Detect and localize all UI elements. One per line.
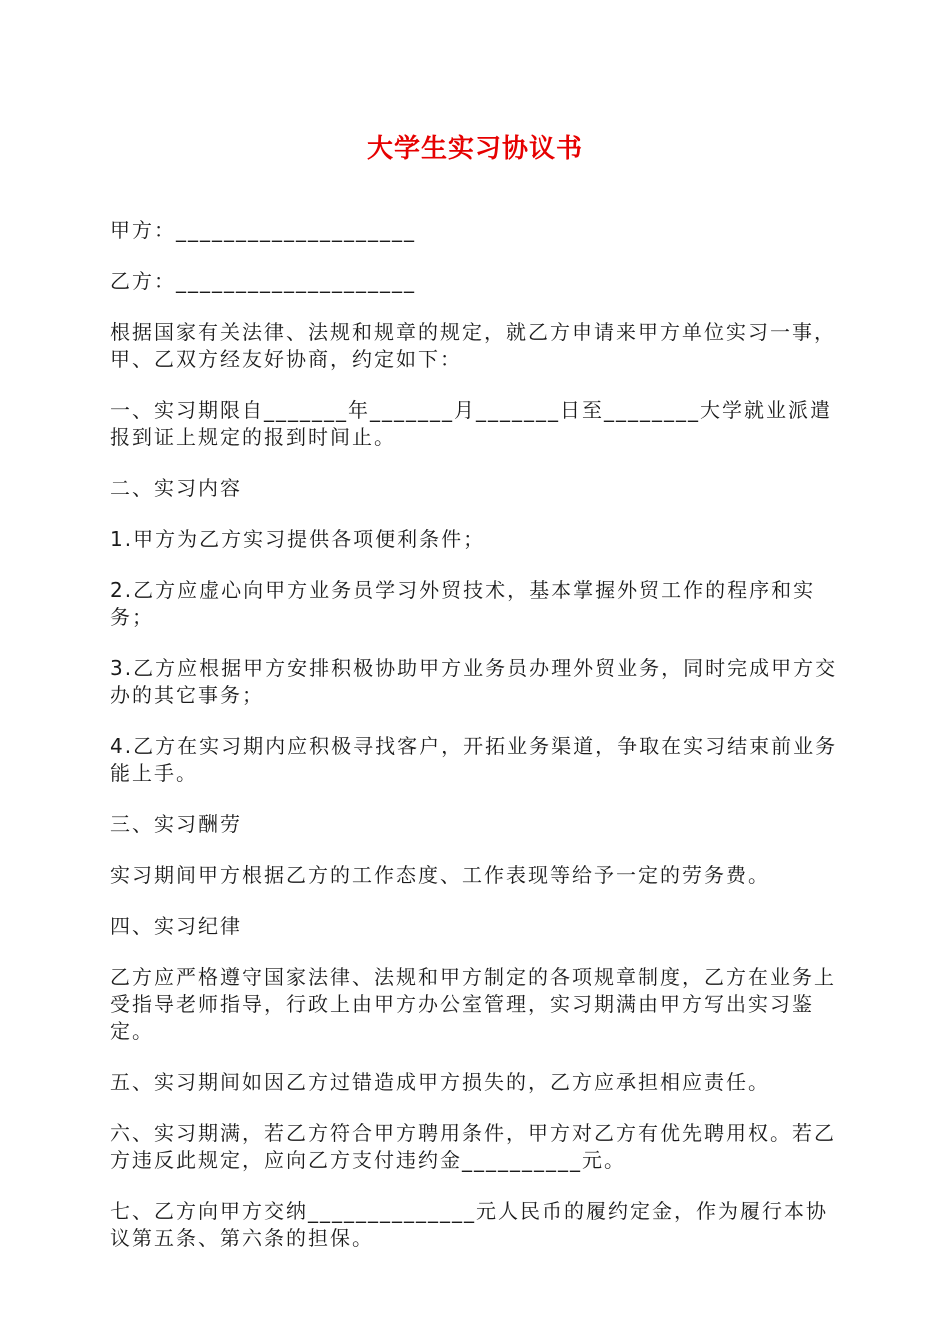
heading-2-content: 二、实习内容 (110, 476, 242, 500)
heading-4-discipline: 四、实习纪律 (110, 914, 242, 938)
pay-paragraph: 实习期间甲方根据乙方的工作态度、工作表现等给予一定的劳务费。 (110, 863, 770, 887)
content-item-1: 1.甲方为乙方实习提供各项便利条件； (110, 527, 486, 551)
clause-6-employment: 六、实习期满，若乙方符合甲方聘用条件，甲方对乙方有优先聘用权。若乙方违反此规定，应向乙方支付违约金__________元。 (110, 1121, 836, 1172)
content-item-4: 4.乙方在实习期内应积极寻找客户，开拓业务渠道，争取在实习结束前业务能上手。 (110, 734, 838, 785)
document-body (110, 217, 845, 1276)
clause-7-deposit: 七、乙方向甲方交纳______________元人民币的履约定金，作为履行本协议第五条、第六条的担保。 (110, 1199, 828, 1250)
content-item-2: 2.乙方应虚心向甲方业务员学习外贸技术，基本掌握外贸工作的程序和实务； (110, 578, 816, 629)
discipline-paragraph: 乙方应严格遵守国家法律、法规和甲方制定的各项规章制度，乙方在业务上受指导老师指导，行政上由甲方办公室管理，实习期满由甲方写出实习鉴定。 (110, 965, 836, 1043)
preamble-paragraph: 根据国家有关法律、法规和规章的规定，就乙方申请来甲方单位实习一事，甲、乙双方经友好协商，约定如下： (110, 320, 836, 371)
heading-3-pay: 三、实习酬劳 (110, 812, 242, 836)
document-title: 大学生实习协议书 (366, 134, 583, 164)
party-a-line: 甲方：____________________ (110, 218, 416, 242)
clause-5-liability: 五、实习期间如因乙方过错造成甲方损失的，乙方应承担相应责任。 (110, 1070, 770, 1094)
party-b-line: 乙方：____________________ (110, 269, 416, 293)
content-item-3: 3.乙方应根据甲方安排积极协助甲方业务员办理外贸业务，同时完成甲方交办的其它事务； (110, 656, 838, 707)
clause-1-period: 一、实习期限自_______年_______月_______日至________大学就业派遣报到证上规定的报到时间止。 (110, 398, 832, 449)
